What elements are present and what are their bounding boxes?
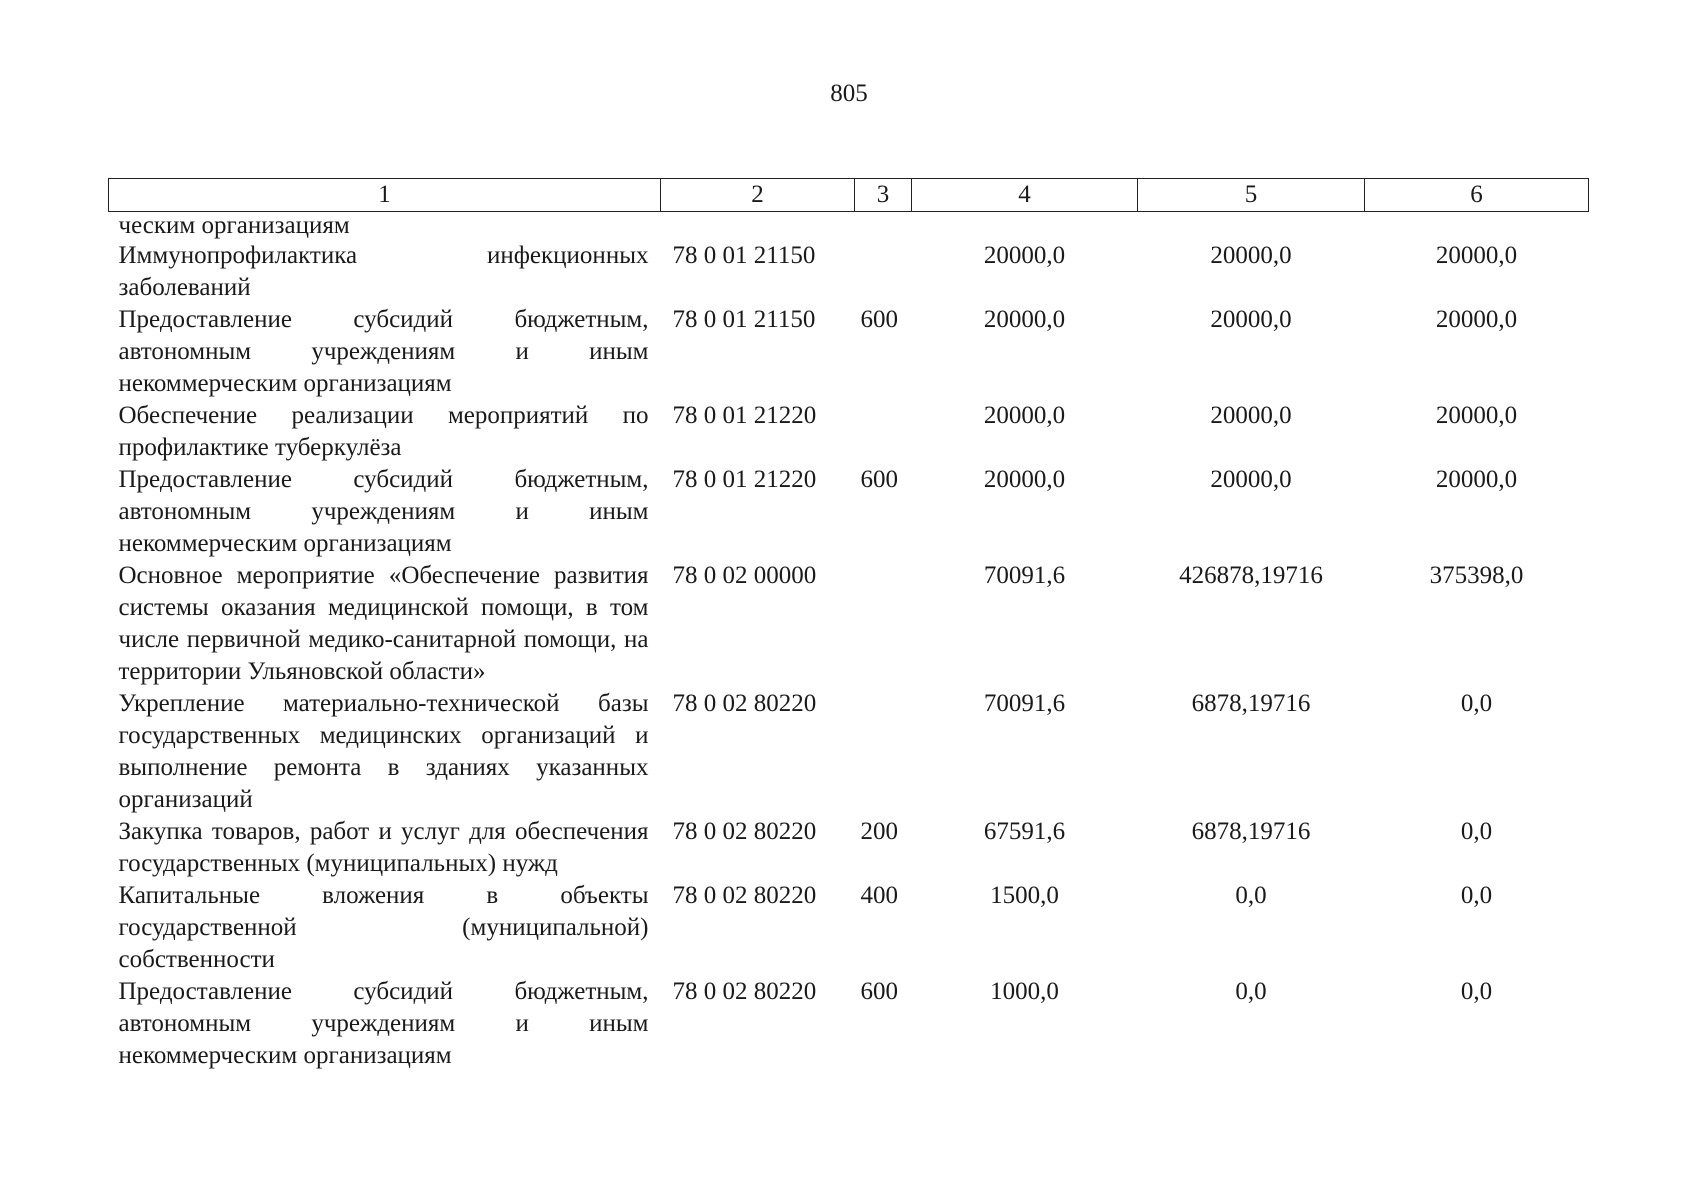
- table-header: [109, 179, 1589, 212]
- row-expense-type: [855, 400, 912, 464]
- row-name: Основное мероприятие «Обеспечение развития системы оказания медицинской помощи, в том числе первичной медико-санитарной помощи, на территории Ульяновской области»: [118, 562, 649, 685]
- row-value-col6: 20000,0: [1435, 466, 1518, 493]
- row-value-col5: 6878,19716: [1191, 818, 1311, 845]
- table-row: [109, 212, 1589, 241]
- row-name: Капитальные вложения в объекты государственной (муниципальной) собственности: [118, 882, 649, 973]
- row-value-col4: 20000,0: [983, 242, 1066, 269]
- table-row: [109, 688, 1589, 816]
- row-value-col5: 426878,19716: [1179, 562, 1323, 589]
- row-name: Предоставление субсидий бюджетным, автономным учреждениям и иным некоммерческим организациям: [118, 978, 649, 1069]
- row-name: Обеспечение реализации мероприятий по профилактике туберкулёза: [118, 402, 649, 461]
- header-col-4: 4: [912, 179, 1138, 212]
- row-expense-type: [855, 560, 912, 688]
- page-number: 805: [830, 80, 868, 107]
- row-code: 78 0 01 21150: [672, 306, 816, 333]
- row-value-col5: 20000,0: [1210, 242, 1292, 269]
- row-code: 78 0 01 21220: [672, 466, 817, 493]
- header-col-3: 3: [855, 179, 912, 212]
- row-expense-type: 200: [860, 818, 898, 845]
- row-value-col4: 67591,6: [983, 818, 1066, 845]
- row-name: Иммунопрофилактика инфекционных заболеваний: [118, 242, 649, 301]
- row-value-col4: 1000,0: [990, 978, 1059, 1005]
- row-value-col5: 6878,19716: [1191, 690, 1311, 717]
- row-value-col6: 0,0: [1460, 690, 1493, 717]
- row-name: Укрепление материально-технической базы государственных медицинских организаций и выполнение ремонта в зданиях указанных организаций: [118, 690, 649, 813]
- row-code: 78 0 01 21220: [672, 402, 817, 429]
- row-value-col5: 20000,0: [1210, 402, 1292, 429]
- header-col-5: 5: [1138, 179, 1365, 212]
- row-expense-type: 600: [860, 978, 898, 1005]
- row-value-col4: [912, 212, 1138, 241]
- row-value-col4: 70091,6: [983, 562, 1066, 589]
- header-col-1: 1: [109, 179, 661, 212]
- row-expense-type: 600: [860, 306, 898, 333]
- budget-table: [108, 178, 1589, 1072]
- table-row: [109, 560, 1589, 688]
- row-name: ческим организациям: [118, 212, 350, 239]
- table-row: [109, 400, 1589, 464]
- row-value-col5: 0,0: [1235, 882, 1267, 909]
- row-code: 78 0 01 21150: [672, 242, 816, 269]
- row-value-col6: 20000,0: [1435, 242, 1518, 269]
- row-value-col4: 70091,6: [983, 690, 1066, 717]
- row-expense-type: [855, 688, 912, 816]
- row-value-col4: 1500,0: [990, 882, 1059, 909]
- row-code: 78 0 02 80220: [672, 690, 817, 717]
- table-row: [109, 880, 1589, 976]
- row-value-col6: 0,0: [1460, 818, 1493, 845]
- row-value-col6: [1365, 212, 1589, 241]
- table-row: [109, 304, 1589, 400]
- row-value-col6: 20000,0: [1435, 306, 1518, 333]
- row-value-col4: 20000,0: [983, 402, 1066, 429]
- row-expense-type: [855, 212, 912, 241]
- row-value-col6: 20000,0: [1435, 402, 1518, 429]
- header-col-2: 2: [661, 179, 855, 212]
- table-body: [109, 212, 1589, 1073]
- row-value-col5: [1138, 212, 1365, 241]
- row-name: Закупка товаров, работ и услуг для обеспечения государственных (муниципальных) нужд: [118, 818, 649, 877]
- row-value-col4: 20000,0: [983, 466, 1066, 493]
- row-value-col5: 20000,0: [1210, 306, 1292, 333]
- table-row: [109, 240, 1589, 304]
- row-expense-type: 600: [860, 466, 898, 493]
- table-row: [109, 816, 1589, 880]
- row-code: 78 0 02 80220: [672, 978, 817, 1005]
- header-row: [109, 179, 1589, 212]
- row-expense-type: [855, 240, 912, 304]
- row-code: 78 0 02 80220: [672, 882, 817, 909]
- row-code: 78 0 02 00000: [672, 562, 817, 589]
- table-row: [109, 464, 1589, 560]
- row-expense-type: 400: [860, 882, 898, 909]
- row-value-col4: 20000,0: [983, 306, 1066, 333]
- header-col-6: 6: [1365, 179, 1589, 212]
- row-value-col6: 375398,0: [1429, 562, 1524, 589]
- row-name: Предоставление субсидий бюджетным, автономным учреждениям и иным некоммерческим организациям: [118, 306, 649, 397]
- row-value-col6: 0,0: [1460, 978, 1493, 1005]
- row-value-col6: 0,0: [1460, 882, 1493, 909]
- row-code: 78 0 02 80220: [672, 818, 817, 845]
- row-value-col5: 0,0: [1235, 978, 1267, 1005]
- row-value-col5: 20000,0: [1210, 466, 1292, 493]
- table-row: [109, 976, 1589, 1072]
- row-name: Предоставление субсидий бюджетным, автономным учреждениям и иным некоммерческим организациям: [118, 466, 649, 557]
- row-code: [661, 212, 855, 241]
